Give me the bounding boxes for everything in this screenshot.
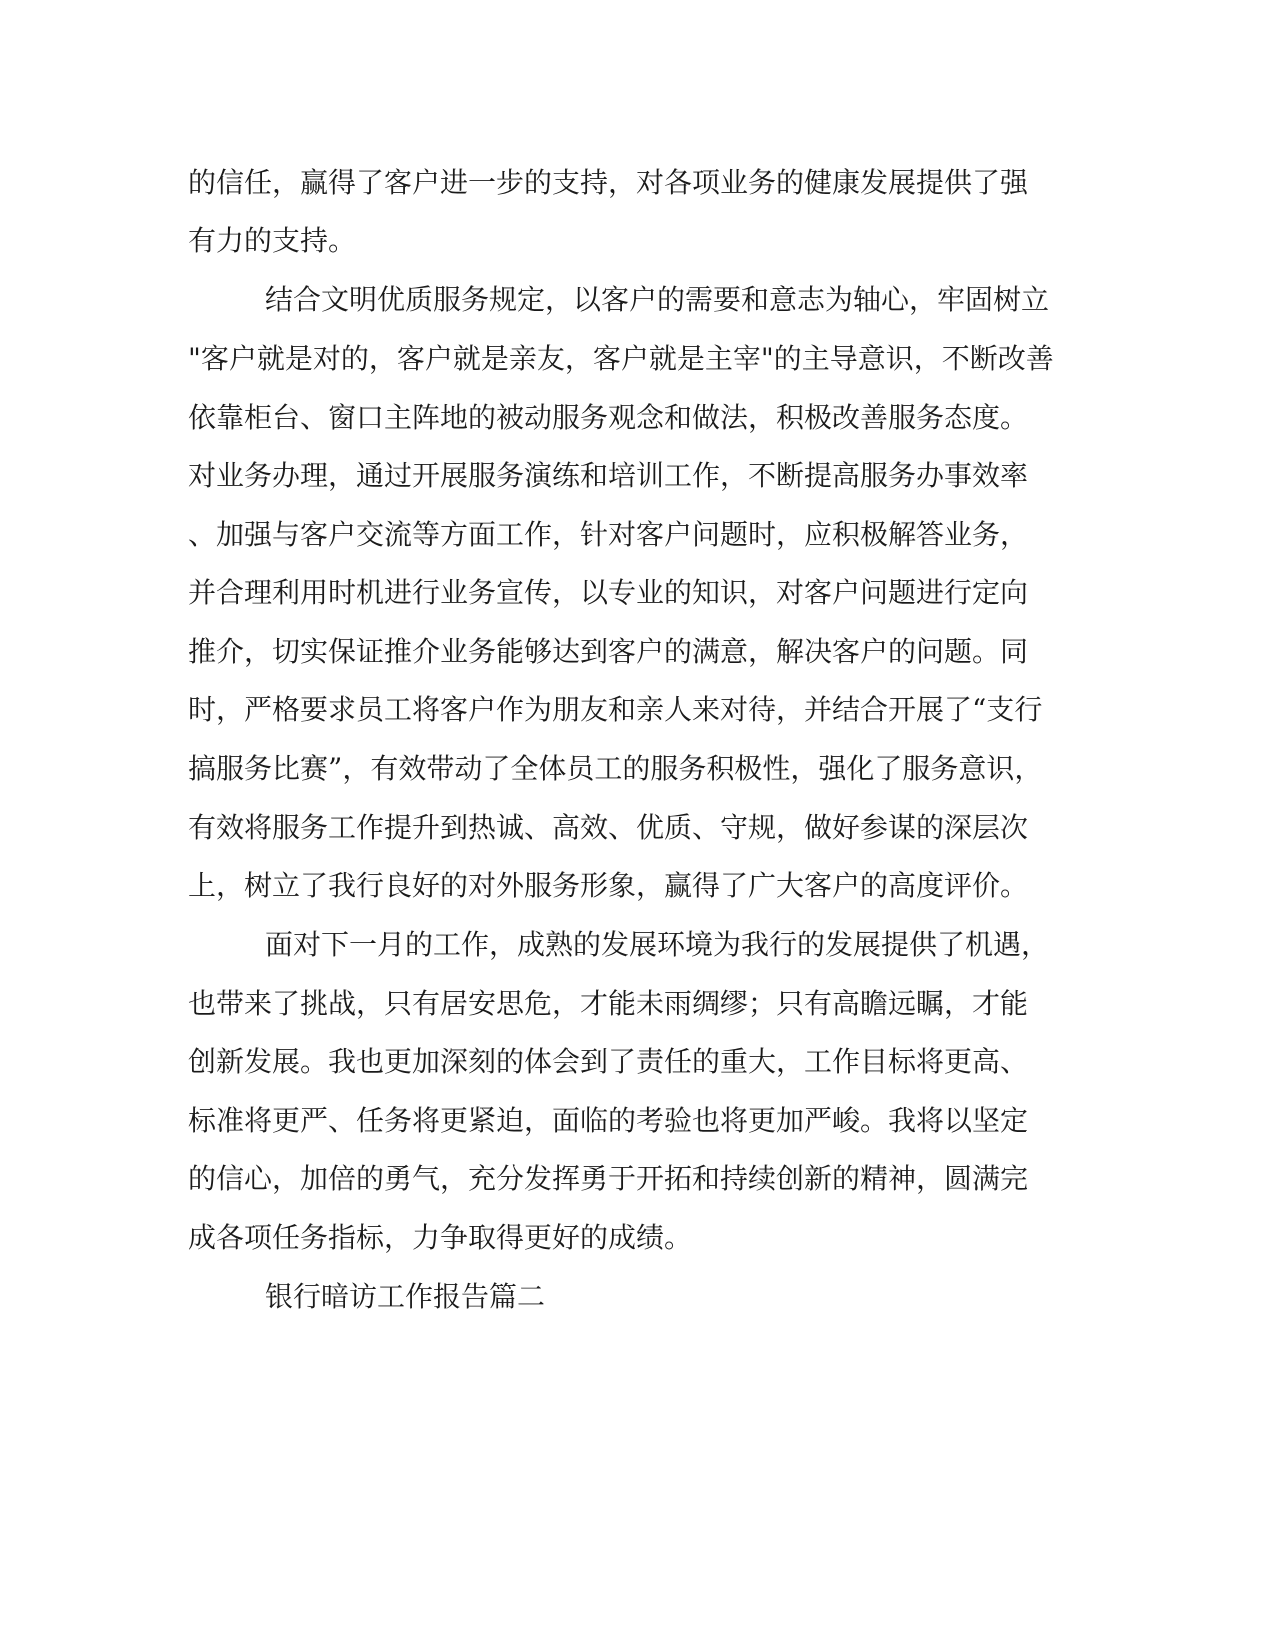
paragraph-line: 成各项任务指标，力争取得更好的成绩。: [188, 1221, 693, 1254]
paragraph-line: 对业务办理，通过开展服务演练和培训工作，不断提高服务办事效率: [188, 459, 1029, 492]
paragraph-line: 也带来了挑战，只有居安思危，才能未雨绸缪；只有高瞻远瞩，才能: [188, 987, 1029, 1020]
paragraph-line: 的信任，赢得了客户进一步的支持，对各项业务的健康发展提供了强: [188, 166, 1029, 199]
paragraph-line: 时，严格要求员工将客户作为朋友和亲人来对待，并结合开展了“支行: [188, 693, 1043, 726]
paragraph-line: 依靠柜台、窗口主阵地的被动服务观念和做法，积极改善服务态度。: [188, 401, 1029, 434]
paragraph-line: 搞服务比赛”，有效带动了全体员工的服务积极性，强化了服务意识，: [188, 752, 1043, 785]
paragraph-line: 、加强与客户交流等方面工作，针对客户问题时，应积极解答业务，: [188, 518, 1029, 551]
paragraph-line: 推介，切实保证推介业务能够达到客户的满意，解决客户的问题。同: [188, 635, 1029, 668]
paragraph-line: 上，树立了我行良好的对外服务形象，赢得了广大客户的高度评价。: [188, 869, 1029, 902]
paragraph-line: 有效将服务工作提升到热诚、高效、优质、守规，做好参谋的深层次: [188, 811, 1029, 844]
paragraph-line: "客户就是对的，客户就是亲友，客户就是主宰"的主导意识，不断改善: [188, 342, 1054, 375]
paragraph-line: 的信心，加倍的勇气，充分发挥勇于开拓和持续创新的精神，圆满完: [188, 1162, 1029, 1195]
paragraph-line: 结合文明优质服务规定，以客户的需要和意志为轴心，牢固树立: [265, 283, 1050, 316]
paragraph-line: 有力的支持。: [188, 224, 357, 257]
section-heading: 银行暗访工作报告篇二: [265, 1280, 546, 1313]
paragraph-line: 创新发展。我也更加深刻的体会到了责任的重大，工作目标将更高、: [188, 1045, 1029, 1078]
paragraph-line: 面对下一月的工作，成熟的发展环境为我行的发展提供了机遇，: [265, 928, 1050, 961]
paragraph-line: 标准将更严、任务将更紧迫，面临的考验也将更加严峻。我将以坚定: [188, 1104, 1029, 1137]
paragraph-line: 并合理利用时机进行业务宣传，以专业的知识，对客户问题进行定向: [188, 576, 1029, 609]
